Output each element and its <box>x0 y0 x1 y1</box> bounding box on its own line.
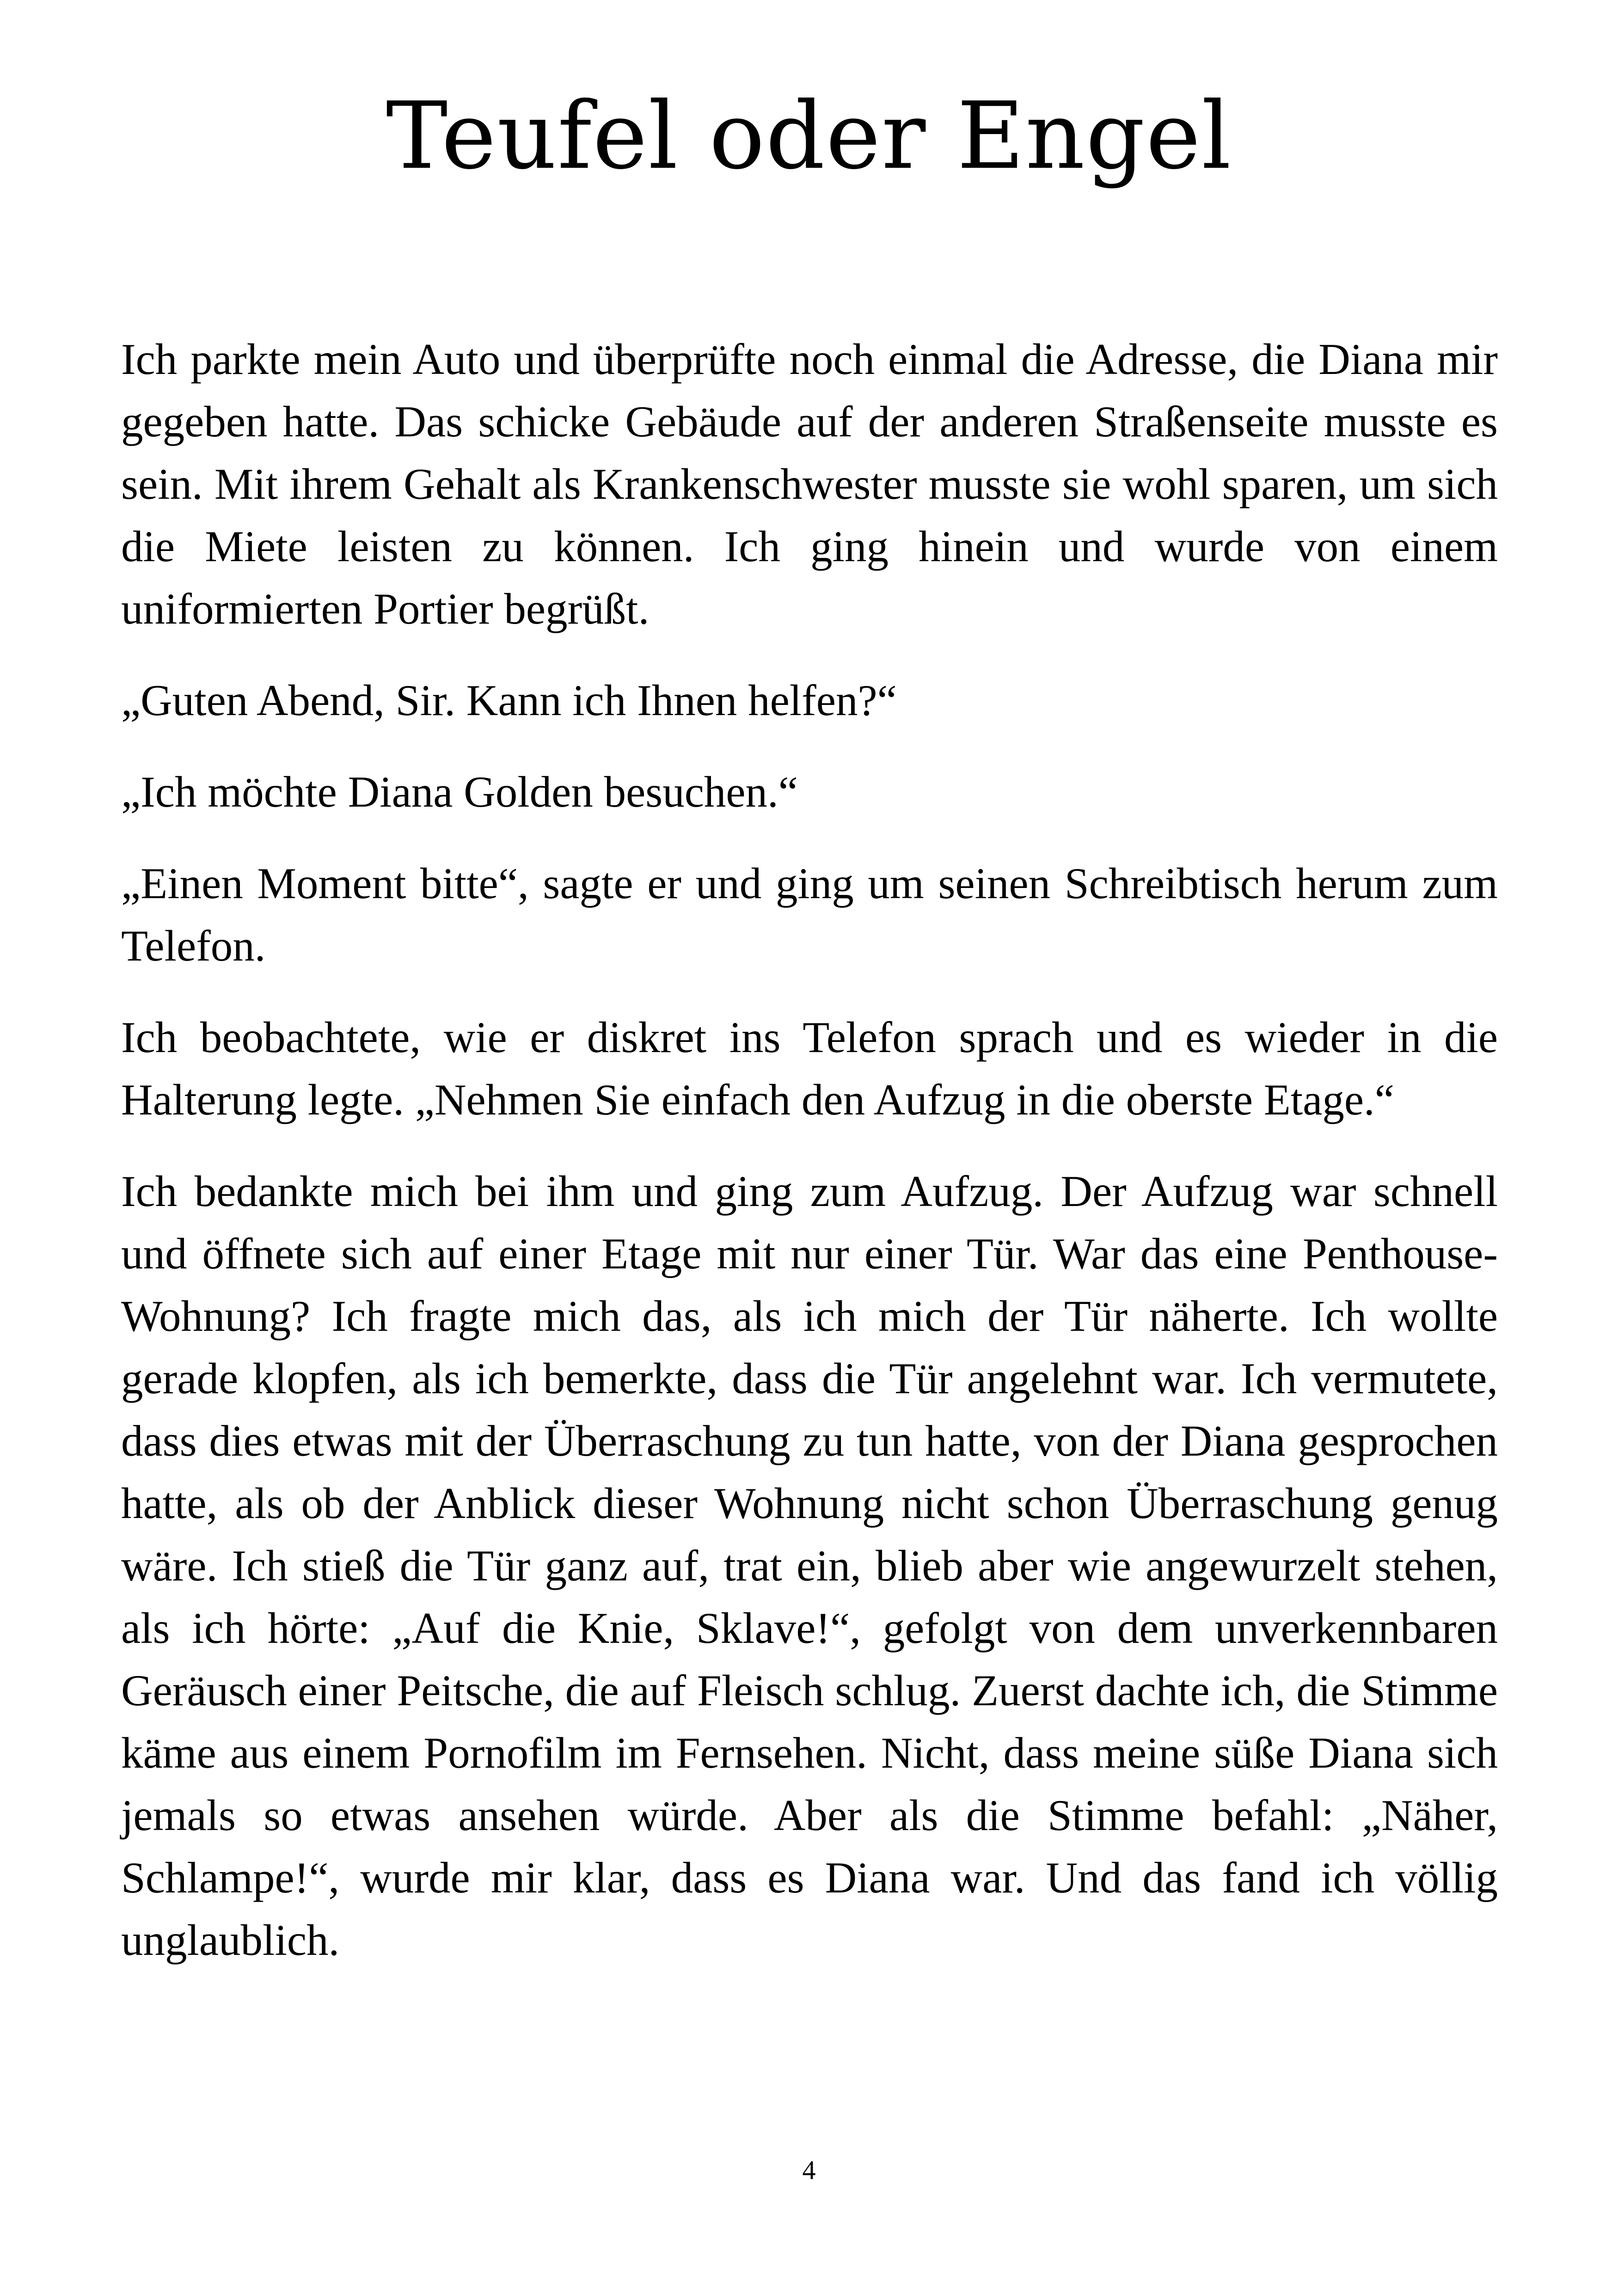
chapter-body <box>121 328 1498 2001</box>
page-number: 4 <box>802 2155 816 2185</box>
paragraph: „Guten Abend, Sir. Kann ich Ihnen helfen?“ <box>121 676 897 725</box>
paragraph: „Ich möchte Diana Golden besuchen.“ <box>121 767 798 816</box>
paragraph: Ich beobachtete, wie er diskret ins Telefon sprach und es wieder in die Halterung legte. „Nehmen Sie einfach den Aufzug in die oberste Etage.“ <box>121 1013 1498 1124</box>
paragraph: Ich parkte mein Auto und überprüfte noch einmal die Adresse, die Diana mir gegeben hatte. Das schicke Gebäude auf der anderen Straßenseite musste es sein. Mit ihrem Gehalt als Krankenschwester musste sie wohl sparen, um sich die Miete leisten zu können. Ich ging hinein und wurde von einem uniformierten Portier begrüßt. <box>121 335 1498 633</box>
chapter-title: Teufel oder Engel <box>386 82 1232 190</box>
paragraph: „Einen Moment bitte“, sagte er und ging um seinen Schreibtisch herum zum Telefon. <box>121 859 1498 970</box>
paragraph: Ich bedankte mich bei ihm und ging zum Aufzug. Der Aufzug war schnell und öffnete sich auf einer Etage mit nur einer Tür. War das eine Penthouse-Wohnung? Ich fragte mich das, als ich mich der Tür näherte. Ich wollte gerade klopfen, als ich bemerkte, dass die Tür angelehnt war. Ich vermutete, dass dies etwas mit der Überraschung zu tun hatte, von der Diana gesprochen hatte, als ob der Anblick dieser Wohnung nicht schon Überraschung genug wäre. Ich stieß die Tür ganz auf, trat ein, blieb aber wie angewurzelt stehen, als ich hörte: „Auf die Knie, Sklave!“, gefolgt von dem unverkennbaren Geräusch einer Peitsche, die auf Fleisch schlug. Zuerst dachte ich, die Stimme käme aus einem Pornofilm im Fernsehen. Nicht, dass meine süße Diana sich jemals so etwas ansehen würde. Aber als die Stimme befahl: „Näher, Schlampe!“, wurde mir klar, dass es Diana war. Und das fand ich völlig unglaublich. <box>121 1167 1498 1965</box>
